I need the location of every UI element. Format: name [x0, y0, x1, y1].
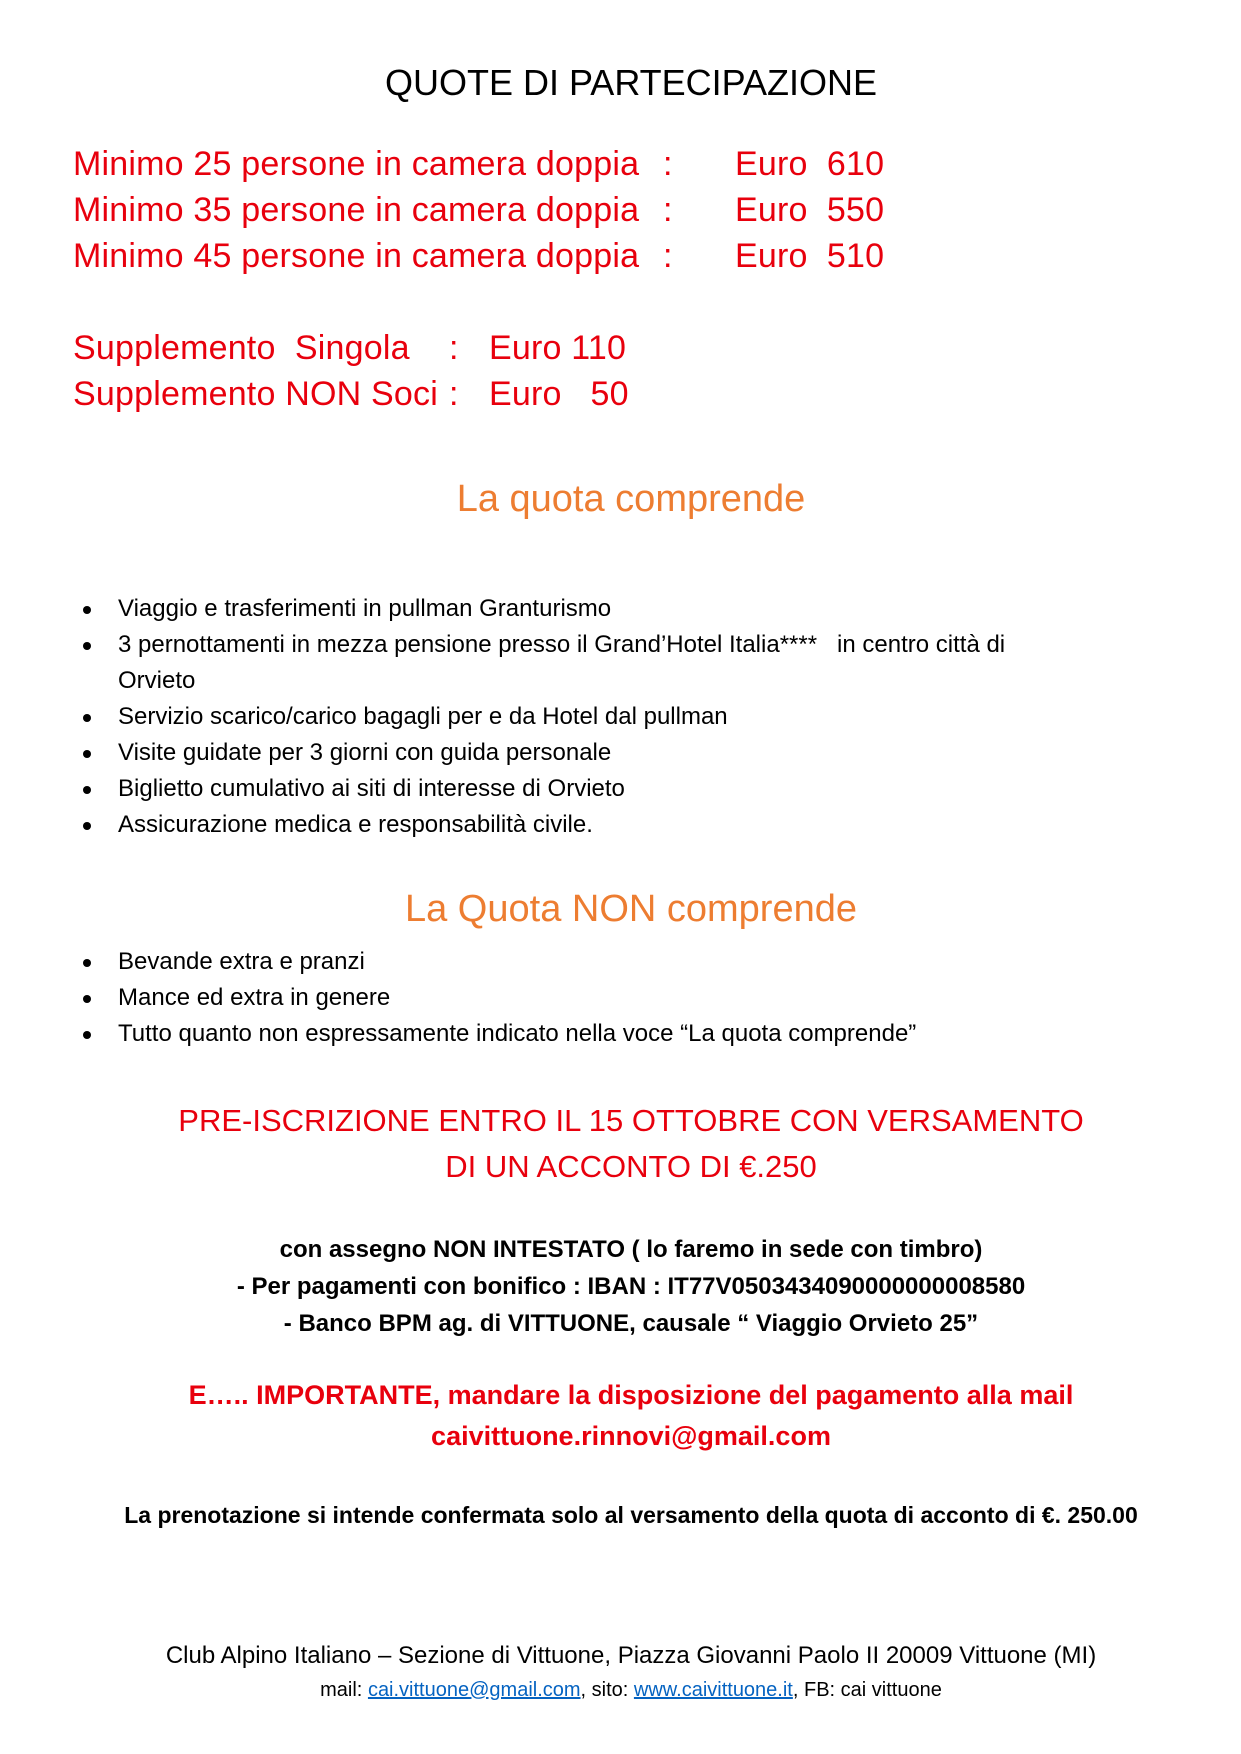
footer-contacts	[0, 1679, 1241, 1702]
price-row-35	[73, 191, 884, 230]
confirmation-note: La prenotazione si intende confermata solo al versamento della quota di acconto di €. 250.00	[124, 1502, 1138, 1528]
price-sep: :	[663, 191, 673, 229]
price-label: Minimo 35 persone in camera doppia	[73, 191, 640, 229]
payment-line-2: - Per pagamenti con bonifico : IBAN : IT77V0503434090000000008580	[236, 1273, 1026, 1300]
list-item: Tutto quanto non espressamente indicato nella voce “La quota comprende”	[80, 1016, 916, 1052]
mail-label: mail:	[320, 1679, 368, 1701]
list-item: Mance ed extra in genere	[80, 980, 916, 1016]
list-item: Bevande extra e pranzi	[80, 944, 916, 980]
list-item: Viaggio e trasferimenti in pullman Granturismo	[80, 591, 1005, 627]
price-row-45	[73, 237, 884, 276]
list-item: Servizio scarico/carico bagagli per e da Hotel dal pullman	[80, 699, 1005, 735]
price-value: Euro 550	[735, 191, 885, 229]
supplement-non-members	[73, 375, 629, 414]
price-label: Minimo 25 persone in camera doppia	[73, 145, 640, 183]
excludes-list	[80, 944, 916, 1052]
site-label: , sito:	[580, 1679, 634, 1701]
list-item	[80, 627, 1005, 663]
footer-address: Club Alpino Italiano – Sezione di Vittuone, Piazza Giovanni Paolo II 20009 Vittuone (MI)	[165, 1642, 1097, 1669]
price-label: Minimo 45 persone in camera doppia	[73, 237, 640, 275]
price-sep: :	[663, 237, 673, 275]
supplement-label: Supplemento NON Soci	[73, 375, 438, 413]
payment-line-1: con assegno NON INTESTATO ( lo faremo in sede con timbro)	[279, 1236, 983, 1263]
important-email: caivittuone.rinnovi@gmail.com	[431, 1421, 831, 1451]
payment-line-3: - Banco BPM ag. di VITTUONE, causale “ Viaggio Orvieto 25”	[283, 1310, 979, 1337]
supplement-sep: :	[449, 375, 459, 413]
supplement-sep: :	[449, 329, 459, 367]
price-row-25	[73, 145, 884, 184]
excludes-heading: La Quota NON comprende	[404, 888, 857, 930]
preregistration-line-1: PRE-ISCRIZIONE ENTRO IL 15 OTTOBRE CON VERSAMENTO	[178, 1103, 1084, 1138]
facebook-label: , FB: cai vittuone	[792, 1679, 942, 1701]
includes-list	[80, 591, 1005, 843]
list-item: Assicurazione medica e responsabilità civile.	[80, 807, 1005, 843]
list-item-text: 3 pernottamenti in mezza pensione presso il Grand’Hotel Italia**** in centro città di	[118, 631, 1006, 658]
supplement-value: Euro 110	[489, 329, 627, 367]
includes-heading: La quota comprende	[456, 478, 806, 520]
supplement-label: Supplemento Singola	[73, 329, 410, 367]
supplement-single	[73, 329, 626, 368]
price-sep: :	[663, 145, 673, 183]
website-link[interactable]: www.caivittuone.it	[633, 1679, 793, 1701]
list-item: Biglietto cumulativo ai siti di interesse di Orvieto	[80, 771, 1005, 807]
preregistration-line-2: DI UN ACCONTO DI €.250	[445, 1149, 817, 1184]
price-value: Euro 510	[735, 237, 885, 275]
list-item: Visite guidate per 3 giorni con guida personale	[80, 735, 1005, 771]
list-item-continuation	[80, 663, 1005, 699]
important-line-1: E….. IMPORTANTE, mandare la disposizione del pagamento alla mail	[188, 1380, 1074, 1410]
email-link[interactable]: cai.vittuone@gmail.com	[367, 1679, 581, 1701]
supplement-value: Euro 50	[489, 375, 629, 413]
list-item-text: Orvieto	[118, 667, 196, 694]
price-value: Euro 610	[735, 145, 885, 183]
page-title: QUOTE DI PARTECIPAZIONE	[384, 62, 878, 103]
